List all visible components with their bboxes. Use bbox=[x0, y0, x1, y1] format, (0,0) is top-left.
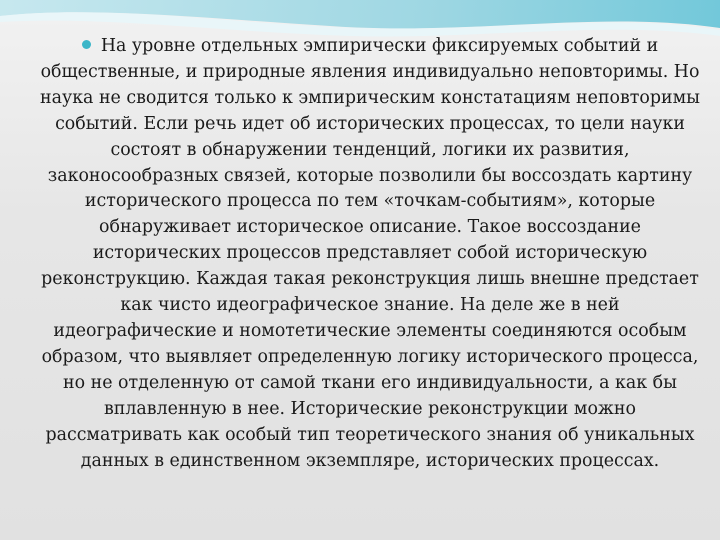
slide-paragraph: На уровне отдельных эмпирически фиксируемых событий и общественные, и природные явления индивидуально неповторимы. Но наука не сводится только к эмпирическим констатациям неповторимы событий. Если речь идет об исторических процессах, то цели науки состоят в обнаружении тенденций, логики их развития, законосообразных связей, которые позволили бы воссоздать картину исторического процесса по тем «точкам-событиям», которые обнаруживает историческое описание. Такое воссоздание исторических процессов представляет собой историческую реконструкцию. Каждая такая реконструкция лишь внешне предстает как чисто идеографическое знание. На деле же в ней идеографические и номотетические элементы соединяются особым образом, что выявляет определенную логику исторического процесса, но не отделенную от самой ткани его индивидуальности, а как бы вплавленную в нее. Исторические реконструкции можно рассматривать как особый тип теоретического знания об уникальных данных в единственном экземпляре, исторических процессах. bbox=[40, 36, 700, 471]
slide-body bbox=[40, 34, 700, 474]
bullet-dot-icon bbox=[82, 40, 91, 49]
